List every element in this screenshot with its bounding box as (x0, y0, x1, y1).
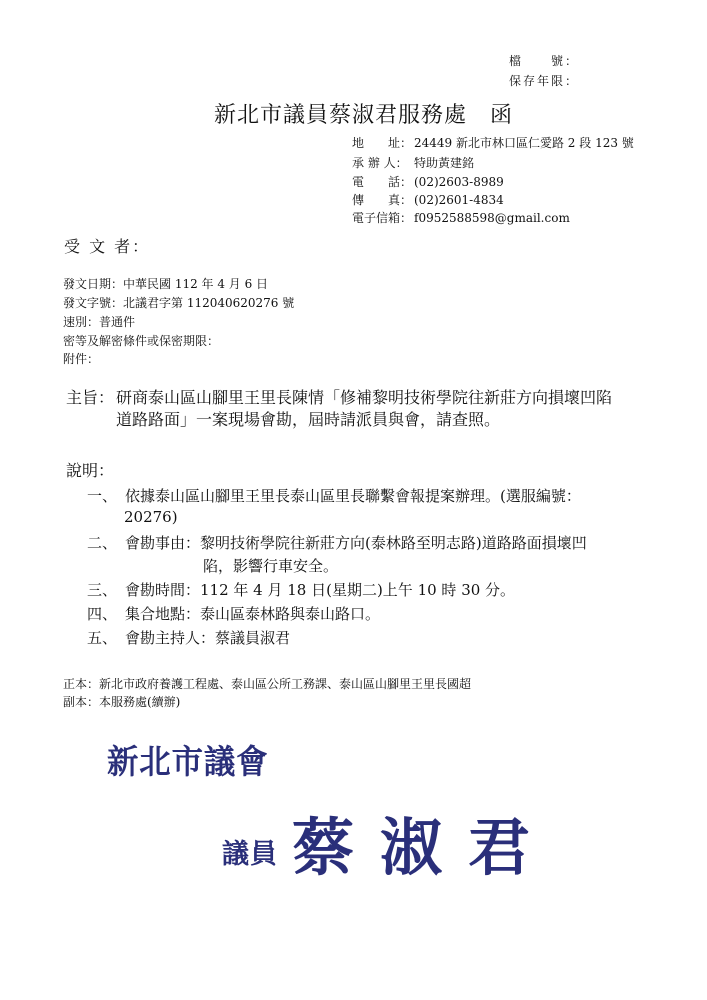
item-text: 會勘時間：112 年 4 月 18 日(星期二)上午 10 時 30 分。 (125, 581, 516, 599)
subject-text-line2: 道路路面」一案現場會勘，屆時請派員與會，請查照。 (116, 410, 501, 429)
item-text: 會勘主持人：蔡議員淑君 (125, 629, 291, 647)
item-text: 依據泰山區山腳里王里長泰山區里長聯繫會報提案辦理。(選服編號： (125, 487, 581, 505)
subject-text-line1: 研商泰山區山腳里王里長陳情「修補黎明技術學院往新莊方向損壞凹陷 (116, 388, 613, 407)
councilor-name-stamp: 蔡淑君 (292, 811, 557, 884)
item-text: 會勘事由：黎明技術學院往新莊方向(泰林路至明志路)道路路面損壞凹 (125, 534, 587, 552)
file-number-label: 檔 號： (509, 54, 580, 68)
contact-label: 電子信箱： (352, 211, 413, 225)
contact-address (352, 134, 634, 151)
councilor-title-stamp: 議員 (222, 839, 278, 870)
contact-fax (352, 191, 504, 208)
contact-value: f0952588598@gmail.com (414, 211, 570, 225)
item-number: 二、 (87, 534, 118, 552)
list-item (87, 603, 380, 624)
contact-handler (352, 154, 474, 171)
list-item (87, 579, 515, 600)
urgency: 速別：普通件 (63, 315, 136, 329)
contact-label: 電 話： (352, 175, 413, 189)
contact-value: (02)2603-8989 (414, 175, 504, 189)
contact-value: 特助黃建銘 (414, 156, 475, 170)
contact-value: 24449 新北市林口區仁愛路 2 段 123 號 (414, 136, 634, 150)
item-number: 五、 (87, 629, 118, 647)
contact-label: 承 辦 人： (352, 156, 408, 170)
item-text-continued: 陷，影響行車安全。 (203, 557, 339, 575)
item-number: 四、 (87, 605, 118, 623)
list-item (87, 532, 587, 553)
item-text-continued: 20276) (124, 508, 178, 526)
issue-date: 發文日期：中華民國 112 年 4 月 6 日 (63, 277, 269, 291)
recipient-label: 受 文 者： (64, 237, 151, 256)
document-title: 新北市議員蔡淑君服務處 函 (214, 103, 514, 128)
issue-number: 發文字號：北議君字第 112040620276 號 (63, 296, 295, 310)
contact-value: (02)2601-4834 (414, 193, 504, 207)
list-item (87, 485, 581, 506)
council-name-stamp: 新北市議會 (107, 742, 269, 781)
distribution-primary: 正本：新北市政府養護工程處、泰山區公所工務課、泰山區山腳里王里長國超 (63, 677, 472, 691)
list-item (87, 627, 290, 648)
contact-label: 地 址： (352, 136, 413, 150)
item-number: 三、 (87, 581, 118, 599)
contact-label: 傳 真： (352, 193, 413, 207)
contact-email (352, 209, 570, 226)
classification: 密等及解密條件或保密期限： (63, 334, 220, 348)
attachments: 附件： (63, 352, 100, 366)
contact-phone (352, 173, 504, 190)
explanation-label: 說明： (66, 461, 115, 480)
retention-period-label: 保存年限： (509, 74, 580, 88)
item-text: 集合地點：泰山區泰林路與泰山路口。 (125, 605, 381, 623)
subject-label: 主旨： (66, 388, 115, 407)
distribution-copy: 副本：本服務處(續辦) (63, 695, 181, 709)
item-number: 一、 (87, 487, 118, 505)
